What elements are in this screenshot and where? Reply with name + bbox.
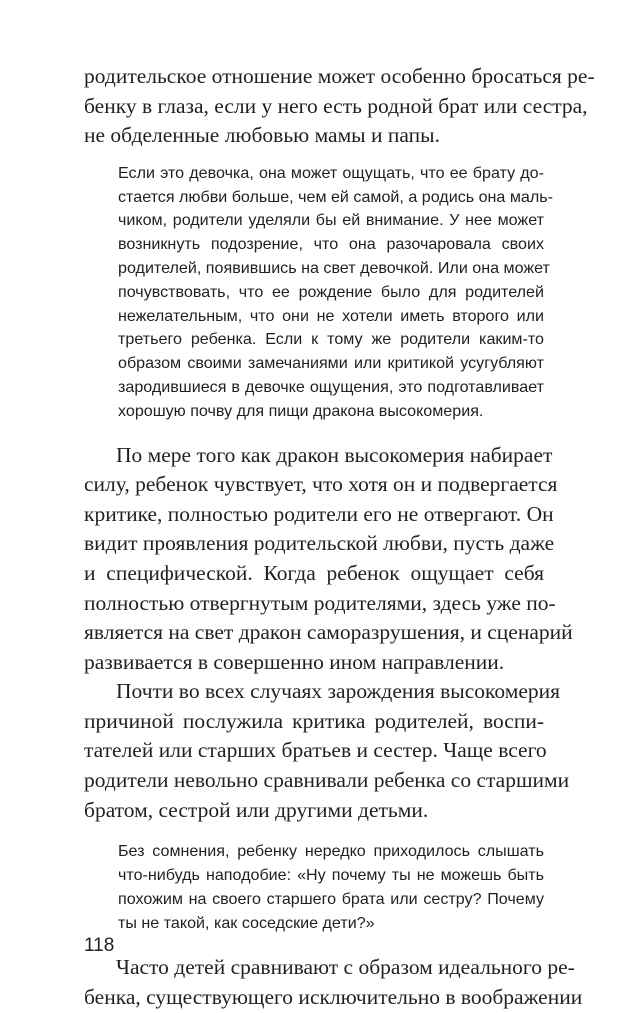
- quote-line: ты не такой, как соседские дети?»: [118, 913, 375, 932]
- page-body: [84, 62, 595, 1013]
- text-line: братом, сестрой или другими детьми.: [84, 797, 429, 822]
- quote-line: возникнуть подозрение, что она разочаровала своих: [118, 235, 544, 254]
- text-line: видит проявления родительской любви, пусть даже: [84, 531, 555, 556]
- text-line: полностью отвергнутым родителями, здесь уже по-: [84, 590, 556, 615]
- text-line: бенку в глаза, если у него есть родной брат или сестра,: [84, 93, 588, 118]
- text-line: родители невольно сравнивали ребенка со старшими: [84, 768, 570, 793]
- text-line: Почти во всех случаях зарождения высокомерия: [116, 679, 561, 704]
- quote-line: нежелательным, что они не хотели иметь второго или: [118, 306, 544, 325]
- quote-line: стается любви больше, чем ей самой, а родись она маль-: [118, 187, 554, 206]
- text-line: критике, полностью родители его не отвергают. Он: [84, 501, 554, 526]
- quote-line: почувствовать, что ее рождение было для родителей: [118, 282, 544, 301]
- highlighted-quote-1: [84, 162, 554, 424]
- text-line: не обделенные любовью мамы и папы.: [84, 123, 440, 148]
- text-line: тателей или старших братьев и сестер. Чаще всего: [84, 738, 547, 763]
- quote-line: что-нибудь наподобие: «Ну почему ты не можешь быть: [118, 866, 544, 885]
- paragraph-4: [84, 953, 583, 1012]
- quote-line: хорошую почву для пищи дракона высокомерия.: [118, 401, 484, 420]
- quote-line: Если это девочка, она может ощущать, что ее брату до-: [118, 163, 544, 182]
- paragraph-2: [84, 441, 573, 678]
- text-line: является на свет дракон саморазрушения, и сценарий: [84, 620, 573, 645]
- paragraph-1: [84, 62, 595, 151]
- quote-line: чиком, родители уделяли бы ей внимание. У нее может: [118, 211, 544, 230]
- quote-line: образом своими замечаниями или критикой усугубляют: [118, 354, 544, 373]
- quote-line: родителей, появившись на свет девочкой. Или она может: [118, 258, 550, 277]
- text-line: развивается в совершенно ином направлении.: [84, 649, 505, 674]
- text-line: Часто детей сравнивают с образом идеального ре-: [116, 955, 575, 980]
- text-line: и специфической. Когда ребенок ощущает себя: [84, 560, 544, 585]
- paragraph-3: [84, 677, 570, 825]
- text-line: бенка, существующего исключительно в воображении: [84, 985, 583, 1010]
- text-line: силу, ребенок чувствует, что хотя он и подвергается: [84, 472, 558, 497]
- page-number: 118: [84, 935, 115, 956]
- text-line: родительское отношение может особенно бросаться ре-: [84, 64, 595, 88]
- quote-line: похожим на своего старшего брата или сестру? Почему: [118, 889, 544, 908]
- quote-line: третьего ребенка. Если к тому же родители каким-то: [118, 330, 544, 349]
- quote-line: зародившиеся в девочке ощущения, это подготавливает: [118, 377, 544, 396]
- text-line: причиной послужила критика родителей, воспи-: [84, 708, 544, 733]
- text-line: По мере того как дракон высокомерия набирает: [116, 442, 553, 467]
- highlighted-quote-2: [84, 840, 544, 935]
- quote-line: Без сомнения, ребенку нередко приходилось слышать: [118, 842, 544, 861]
